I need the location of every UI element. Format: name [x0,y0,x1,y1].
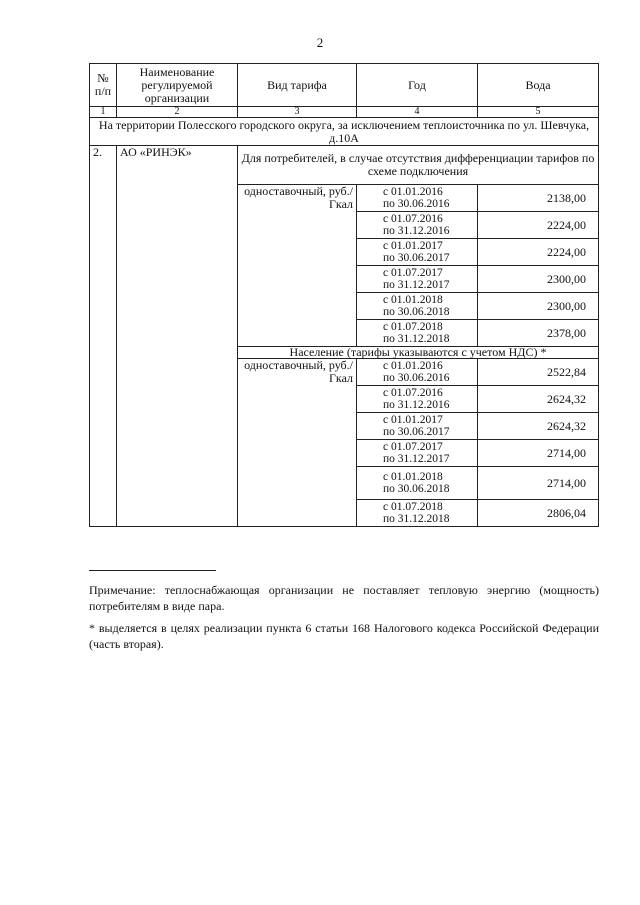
header-tariff-type: Вид тарифа [238,64,357,107]
price-cell: 2224,00 [478,239,599,266]
period-cell: с 01.01.2018 по 30.06.2018 [357,293,478,320]
table-header-row [90,64,599,107]
index-cell: 1 [90,107,117,118]
price-cell: 2224,00 [478,212,599,239]
group2-title: Население (тарифы указываются с учетом НДС) * [238,347,599,359]
period-cell: с 01.07.2018 по 31.12.2018 [357,500,478,527]
price-cell: 2300,00 [478,293,599,320]
region-text: На территории Полесского городского округа, за исключением теплоисточника по ул. Шевчука, д.10А [90,118,599,146]
note-text: Примечание: теплоснабжающая организации не поставляет тепловую энергию (мощность) потребителям в виде пара. [89,583,599,613]
period-cell: с 01.01.2016 по 30.06.2016 [357,359,478,386]
price-cell: 2714,00 [478,467,599,500]
price-cell: 2624,32 [478,386,599,413]
period-cell: с 01.07.2017 по 31.12.2017 [357,266,478,293]
price-cell: 2714,00 [478,440,599,467]
price-cell: 2522,84 [478,359,599,386]
period-cell: с 01.07.2017 по 31.12.2017 [357,440,478,467]
price-cell: 2624,32 [478,413,599,440]
period-cell: с 01.07.2018 по 31.12.2018 [357,320,478,347]
price-cell: 2806,04 [478,500,599,527]
index-cell: 5 [478,107,599,118]
row-number: 2. [90,146,117,527]
header-organization: Наименование регулируемой организации [117,64,238,107]
table-index-row [90,107,599,118]
period-cell: с 01.07.2016 по 31.12.2016 [357,386,478,413]
price-cell: 2138,00 [478,185,599,212]
footnote-divider [89,570,216,571]
group1-title-row [90,146,599,185]
price-cell: 2300,00 [478,266,599,293]
price-cell: 2378,00 [478,320,599,347]
page-number: 2 [316,35,324,50]
tariff-table [89,63,599,527]
period-cell: с 01.01.2017 по 30.06.2017 [357,413,478,440]
group2-tariff-type: одноставочный, руб./Гкал [238,359,357,527]
header-year: Год [357,64,478,107]
group1-tariff-type: одноставочный, руб./Гкал [238,185,357,347]
region-row [90,118,599,146]
index-cell: 2 [117,107,238,118]
period-cell: с 01.01.2018 по 30.06.2018 [357,467,478,500]
period-cell: с 01.07.2016 по 31.12.2016 [357,212,478,239]
period-cell: с 01.01.2016 по 30.06.2016 [357,185,478,212]
period-cell: с 01.01.2017 по 30.06.2017 [357,239,478,266]
index-cell: 4 [357,107,478,118]
footnote-text: * выделяется в целях реализации пункта 6 статьи 168 Налогового кодекса Российской Федерации (часть вторая). [89,621,599,651]
header-water: Вода [478,64,599,107]
header-num: № п/п [90,64,117,107]
organization-name: АО «РИНЭК» [117,146,238,527]
group1-title: Для потребителей, в случае отсутствия дифференциации тарифов по схеме подключения [238,146,599,185]
index-cell: 3 [238,107,357,118]
